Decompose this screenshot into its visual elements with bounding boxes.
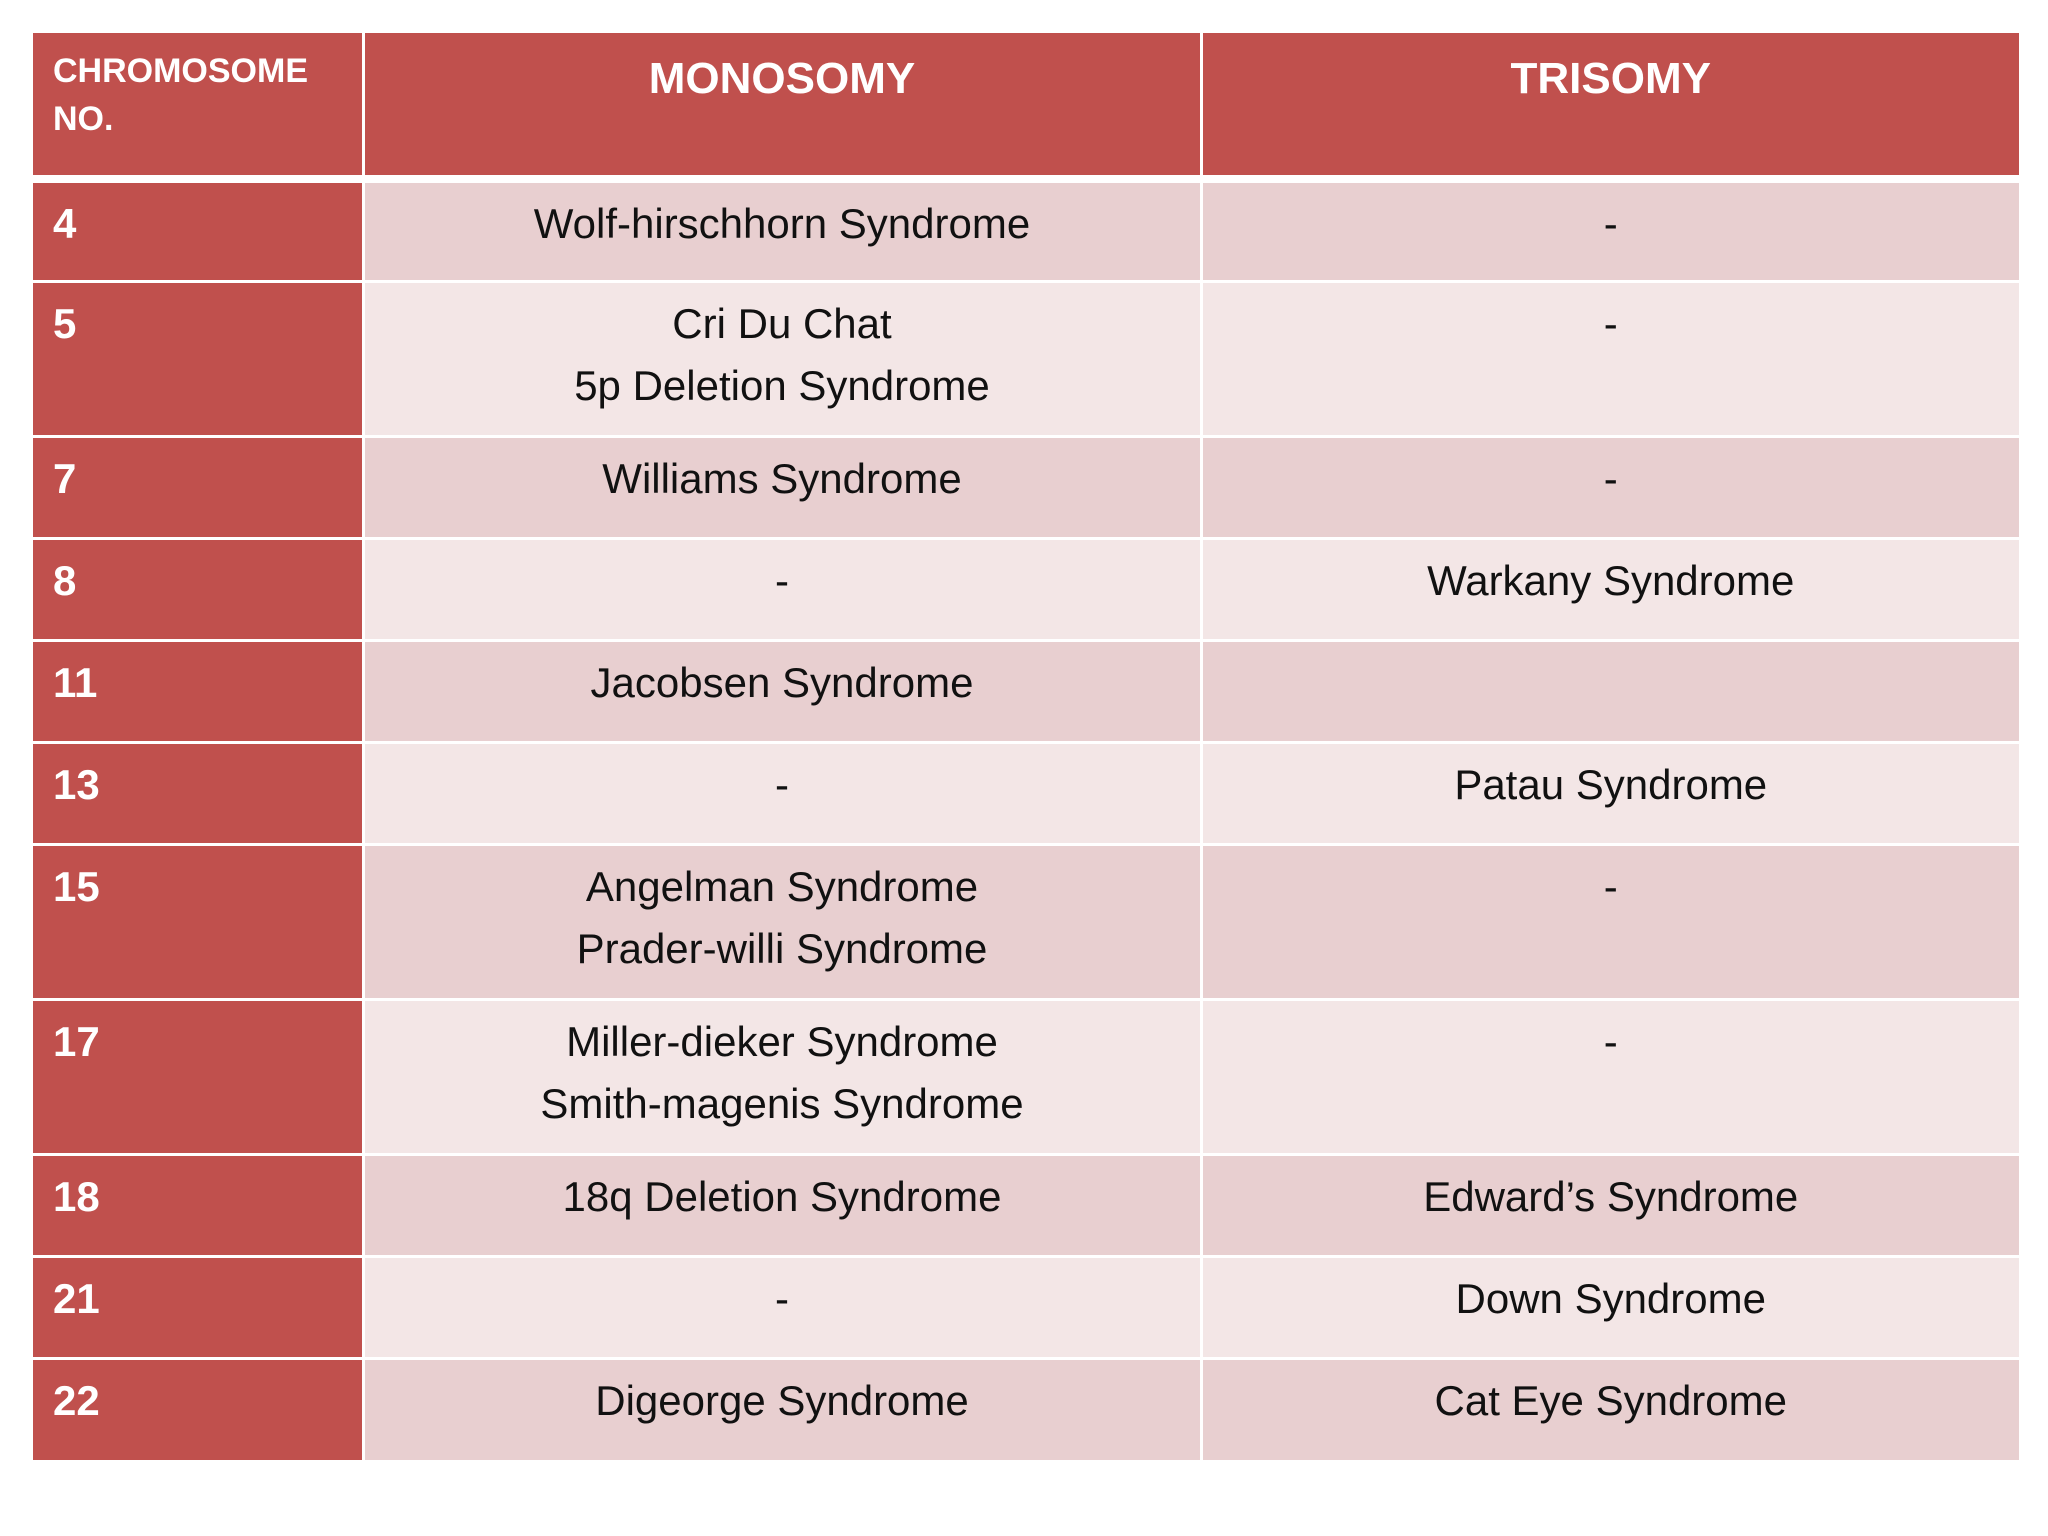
monosomy-cell (363, 1256, 1201, 1358)
trisomy-cell (1201, 1358, 2019, 1460)
trisomy-cell (1201, 1154, 2019, 1256)
trisomy-text: Patau Syndrome (1454, 760, 1768, 808)
table-row (33, 281, 2019, 436)
header-chromosome-line2: NO. (53, 100, 114, 138)
table-row (33, 640, 2019, 742)
chromosome-number: 7 (33, 436, 363, 538)
monosomy-text: Miller-dieker Syndrome (566, 1017, 998, 1065)
monosomy-text: Wolf-hirschhorn Syndrome (533, 200, 1031, 247)
monosomy-cell (363, 742, 1201, 844)
monosomy-text: 18q Deletion Syndrome (562, 1172, 1002, 1220)
trisomy-text: - (1603, 454, 1618, 502)
trisomy-text: - (1603, 1017, 1618, 1065)
chromosome-number: 21 (33, 1256, 363, 1358)
trisomy-text: - (1603, 862, 1618, 910)
monosomy-cell (363, 640, 1201, 742)
chromosome-number: 8 (33, 538, 363, 640)
table-row (33, 436, 2019, 538)
header-trisomy: TRISOMY (1201, 33, 2019, 179)
monosomy-text: Cri Du Chat (672, 299, 892, 347)
monosomy-cell (363, 1358, 1201, 1460)
trisomy-cell (1201, 179, 2019, 281)
table-row (33, 1154, 2019, 1256)
monosomy-cell (363, 1154, 1201, 1256)
chromosome-number: 22 (33, 1358, 363, 1460)
trisomy-cell (1201, 281, 2019, 436)
trisomy-cell (1201, 999, 2019, 1154)
trisomy-text: Warkany Syndrome (1427, 556, 1795, 604)
monosomy-text: Digeorge Syndrome (595, 1376, 969, 1424)
table-row (33, 742, 2019, 844)
trisomy-text: Edward’s Syndrome (1423, 1172, 1799, 1220)
header-chromosome-no (33, 33, 363, 179)
monosomy-text: - (775, 1274, 789, 1322)
monosomy-text: Angelman Syndrome (585, 862, 979, 910)
trisomy-cell (1201, 538, 2019, 640)
trisomy-cell (1201, 436, 2019, 538)
chromosome-number: 13 (33, 742, 363, 844)
header-monosomy: MONOSOMY (363, 33, 1201, 179)
monosomy-cell (363, 538, 1201, 640)
monosomy-text: - (775, 760, 789, 808)
trisomy-cell (1201, 1256, 2019, 1358)
trisomy-cell (1201, 742, 2019, 844)
trisomy-text: - (1603, 299, 1618, 347)
chromosome-number: 17 (33, 999, 363, 1154)
header-row (33, 33, 2019, 179)
monosomy-cell (363, 436, 1201, 538)
monosomy-text: 5p Deletion Syndrome (574, 361, 990, 409)
chromosome-number: 18 (33, 1154, 363, 1256)
trisomy-text: - (1603, 200, 1618, 247)
trisomy-text: Cat Eye Syndrome (1434, 1376, 1787, 1424)
monosomy-cell (363, 844, 1201, 999)
monosomy-text: Jacobsen Syndrome (590, 658, 974, 706)
chromosome-number: 5 (33, 281, 363, 436)
trisomy-text: Down Syndrome (1455, 1274, 1766, 1322)
header-chromosome-line1: CHROMOSOME (53, 52, 308, 90)
trisomy-cell (1201, 844, 2019, 999)
monosomy-text: - (775, 556, 789, 604)
table-row (33, 538, 2019, 640)
table-row (33, 844, 2019, 999)
monosomy-text: Prader-willi Syndrome (576, 924, 988, 972)
monosomy-text: Williams Syndrome (602, 454, 962, 502)
monosomy-text: Smith-magenis Syndrome (540, 1079, 1024, 1127)
table-row (33, 1256, 2019, 1358)
chromosome-number: 4 (33, 179, 363, 281)
syndrome-table (33, 33, 2019, 1460)
trisomy-cell (1201, 640, 2019, 742)
monosomy-cell (363, 179, 1201, 281)
monosomy-cell (363, 281, 1201, 436)
chromosome-number: 15 (33, 844, 363, 999)
table-row (33, 999, 2019, 1154)
monosomy-cell (363, 999, 1201, 1154)
table-row (33, 1358, 2019, 1460)
chromosome-number: 11 (33, 640, 363, 742)
table-row (33, 179, 2019, 281)
